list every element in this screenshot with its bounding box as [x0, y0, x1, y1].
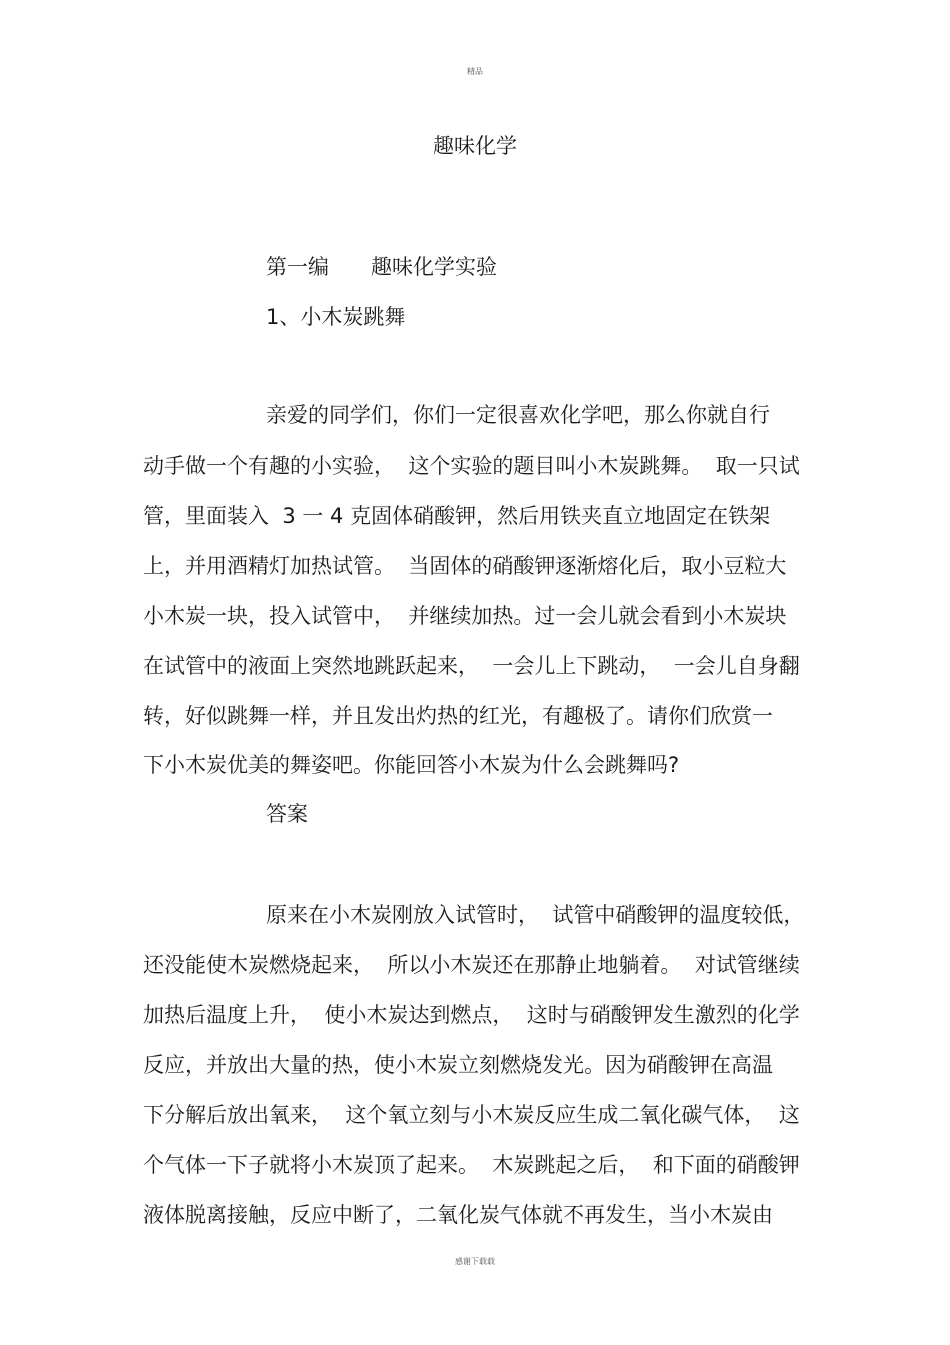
part-heading: 第一编 趣味化学实验	[266, 255, 497, 279]
paragraph-1-line: 上，并用酒精灯加热试管。 当固体的硝酸钾逐渐熔化后，取小豆粒大	[143, 554, 787, 578]
document-title: 趣味化学	[433, 134, 517, 158]
paragraph-1-line: 动手做一个有趣的小实验， 这个实验的题目叫小木炭跳舞。 取一只试	[143, 454, 800, 478]
paragraph-2-line: 液体脱离接触，反应中断了，二氧化炭气体就不再发生，当小木炭由	[143, 1203, 773, 1227]
paragraph-2-line: 加热后温度上升， 使小木炭达到燃点， 这时与硝酸钾发生激烈的化学	[143, 1003, 800, 1027]
paragraph-2-line: 还没能使木炭燃烧起来， 所以小木炭还在那静止地躺着。 对试管继续	[143, 953, 800, 977]
paragraph-2-line: 下分解后放出氧来， 这个氧立刻与小木炭反应生成二氧化碳气体， 这	[143, 1103, 800, 1127]
paragraph-1-line: 下小木炭优美的舞姿吧。你能回答小木炭为什么会跳舞吗?	[143, 753, 680, 777]
paragraph-2-line: 反应，并放出大量的热，使小木炭立刻燃烧发光。因为硝酸钾在高温	[143, 1053, 773, 1077]
paragraph-1-line: 在试管中的液面上突然地跳跃起来， 一会儿上下跳动， 一会儿自身翻	[143, 654, 800, 678]
paragraph-2-line: 原来在小木炭刚放入试管时， 试管中硝酸钾的温度较低，	[266, 903, 805, 927]
header-mark: 精品	[467, 67, 483, 76]
paragraph-1-line: 管，里面装入 3 一 4 克固体硝酸钾，然后用铁夹直立地固定在铁架	[143, 504, 771, 528]
paragraph-1-line: 亲爱的同学们，你们一定很喜欢化学吧，那么你就自行	[266, 403, 770, 427]
footer-mark: 感谢下载载	[455, 1257, 495, 1266]
paragraph-1-line: 转，好似跳舞一样，并且发出灼热的红光，有趣极了。请你们欣赏一	[143, 704, 773, 728]
paragraph-1-line: 小木炭一块，投入试管中， 并继续加热。过一会儿就会看到小木炭块	[143, 604, 787, 628]
item-heading: 1、小木炭跳舞	[266, 305, 406, 329]
paragraph-2-line: 个气体一下子就将小木炭顶了起来。 木炭跳起之后， 和下面的硝酸钾	[143, 1153, 800, 1177]
answer-heading: 答案	[266, 802, 308, 826]
